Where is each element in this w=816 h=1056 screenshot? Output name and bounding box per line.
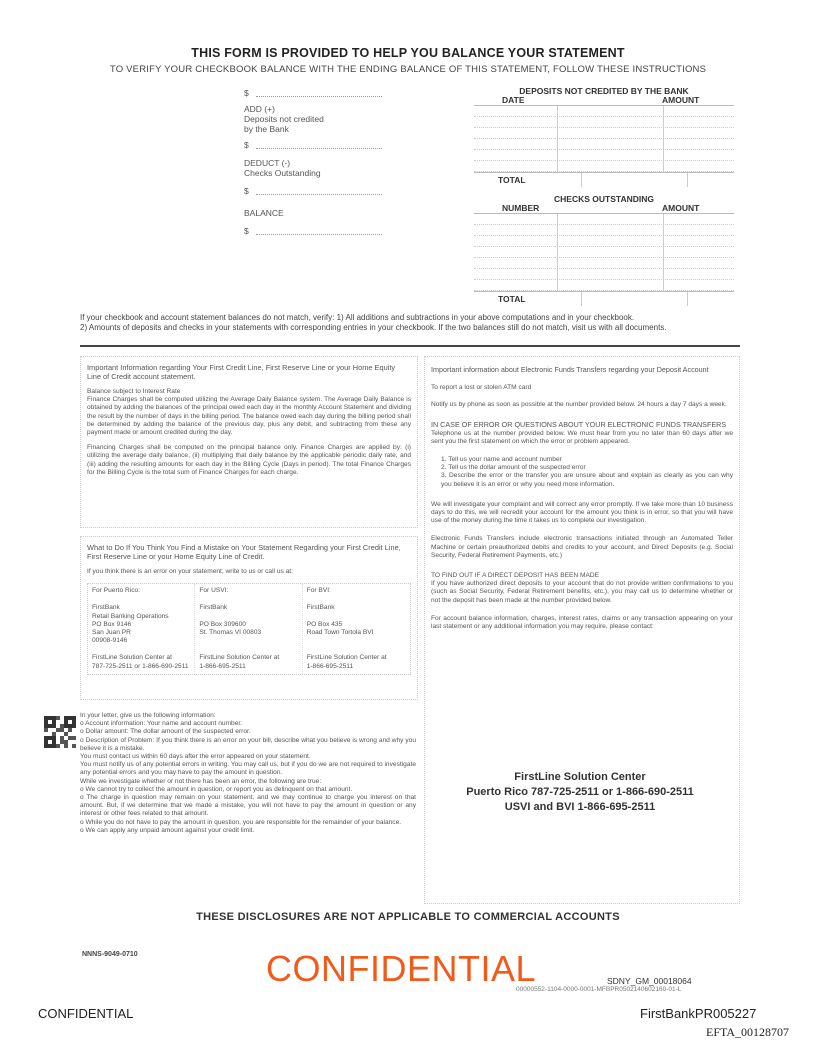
rule-2: o The charge in question may remain on your statement, and we may continue to charge you interest on that amount. But, if we determine that we made a mistake, you will not have to pay the amount in question or any interest or other fees related to that amount. xyxy=(80,794,416,818)
mistake-intro: If you think there is an error on your statement, write to us or call us at: xyxy=(87,568,293,575)
deposits-date-header: DATE xyxy=(502,95,525,105)
table-row[interactable] xyxy=(474,161,734,172)
table-row[interactable] xyxy=(474,258,734,269)
form-code: NNNS-9049-0710 xyxy=(82,951,138,958)
balance-label: BALANCE xyxy=(244,208,284,218)
add-label: ADD (+) xyxy=(244,104,275,114)
deposits-table-title: DEPOSITS NOT CREDITED BY THE BANK xyxy=(519,86,689,96)
table-row[interactable] xyxy=(474,128,734,139)
balance-info: For account balance information, charges, interest rates, claims or any transaction appearing on your last statement or any additional information you may require, please contact: xyxy=(431,614,733,631)
checks-grid xyxy=(474,214,734,292)
commercial-disclaimer: THESE DISCLOSURES ARE NOT APPLICABLE TO COMMERCIAL ACCOUNTS xyxy=(196,911,620,923)
add-desc-1: Deposits not credited xyxy=(244,114,324,124)
direct-deposit-text: If you have authorized direct deposits to your account that do not provide written confirmations to you (such as Social Security, Federal Retirement benefits, etc.), you may call us to determine whether or not the deposit has been made at the number provided below. xyxy=(431,580,733,604)
qr-code-icon xyxy=(44,716,76,748)
table-row[interactable] xyxy=(474,225,734,236)
rule-4: o We can apply any unpaid amount against your credit limit. xyxy=(80,826,255,834)
credit-info-para-2: Financing Charges shall be computed on the principal balance only. Finance Charges are applied by: (i) utilizing the average daily balance, (ii) multiplying that daily balance by the applicable periodic daily rate, and (iii) adding the resulting amounts for each day in the Billing Cycle (Days in period). The total Finance Charges for the Billing Cycle is the total sum of Finance Charges for each charge. xyxy=(87,444,411,476)
address-col-pr: For Puerto Rico: FirstBank Retail Banking Operations PO Box 9146 San Juan PR 00908-9146 FirstLine Solution Center at 787-725-2511 or 1-866-690-2511 xyxy=(88,584,195,674)
letter-info xyxy=(80,712,416,835)
add-desc-2: by the Bank xyxy=(244,124,289,134)
efta-number: EFTA_00128707 xyxy=(706,1025,790,1039)
sdny-number: SDNY_GM_00018064 xyxy=(607,976,692,986)
eft-panel xyxy=(424,356,740,904)
checks-amount-header: AMOUNT xyxy=(662,203,700,213)
direct-deposit-heading: TO FIND OUT IF A DIRECT DEPOSIT HAS BEEN MADE xyxy=(431,572,600,580)
deposits-table xyxy=(474,84,734,187)
mistake-panel xyxy=(80,536,418,700)
eft-notify: Notify us by phone as soon as possible at the number provided below. 24 hours a day 7 days a week. xyxy=(431,401,727,409)
letter-item-2: o Dollar amount: The dollar amount of the suspected error. xyxy=(80,728,251,736)
checks-total-row[interactable]: TOTAL xyxy=(474,292,734,306)
table-row[interactable] xyxy=(474,117,734,128)
credit-info-para-1: Finance Charges shall be computed utilizing the Average Daily Balance system. The Average Daily Balance is obtained by adding the balances of the principal owed each day in the monthly Account Statement and dividing the result by the number of days in the billing period. The balance owed each day during the billing period shall be determined by adding the balance of the previous day, plus any debit, and subtracting from these any payment made or amount credited during the day. xyxy=(87,396,411,437)
eft-step-1: 1. Tell us your name and account number xyxy=(441,456,562,464)
deduct-desc: Checks Outstanding xyxy=(244,168,321,178)
rule-1: o We cannot try to collect the amount in question, or report you as delinquent on that amount. xyxy=(80,785,353,793)
contact-pr: Puerto Rico 787-725-2511 or 1-866-690-2511 xyxy=(466,786,694,798)
table-row[interactable] xyxy=(474,214,734,225)
must-notify: You must notify us of any potential errors in writing. You may call us, but if you do we are not required to investigate any potential errors and you may have to pay the amount in question. xyxy=(80,761,416,777)
letter-item-1: o Account information: Your name and account number. xyxy=(80,720,243,728)
eft-report: To report a lost or stolen ATM card xyxy=(431,384,532,391)
verify-line-2: 2) Amounts of deposits and checks in your statements with corresponding entries in your checkbook. If the two balances still do not match, visit us with all documents. xyxy=(80,323,667,332)
balance-line[interactable] xyxy=(256,234,382,235)
checks-table-title: CHECKS OUTSTANDING xyxy=(554,194,654,204)
dollar-sign: $ xyxy=(244,226,249,236)
while-investigate: While we investigate whether or not there has been an error, the following are true: xyxy=(80,777,322,785)
credit-info-subheading: Balance subject to Interest Rate xyxy=(87,388,181,395)
contact-usvi: USVI and BVI 1-866-695-2511 xyxy=(504,801,656,813)
confidential-label: CONFIDENTIAL xyxy=(38,1006,134,1021)
credit-info-heading: Important Information regarding Your First Credit Line, First Reserve Line or your Home Equity Line of Credit account statement. xyxy=(87,363,396,381)
confidential-stamp: CONFIDENTIAL xyxy=(266,948,537,989)
deposits-total-line[interactable] xyxy=(256,148,382,149)
contact-title: FirstLine Solution Center xyxy=(514,771,646,783)
checks-number-header: NUMBER xyxy=(502,203,540,213)
eft-case-text: Telephone us at the number provided below. We must hear from you no later than 60 days after we sent you the first statement on which the error or problem appeared. xyxy=(431,429,733,445)
form-subtitle: TO VERIFY YOUR CHECKBOOK BALANCE WITH THE ENDING BALANCE OF THIS STATEMENT, FOLLOW THESE INSTRUCTIONS xyxy=(109,64,707,75)
eft-case-heading: IN CASE OF ERROR OR QUESTIONS ABOUT YOUR ELECTRONIC FUNDS TRANSFERS xyxy=(431,420,727,430)
rule-3: o While you do not have to pay the amount in question, you are responsible for the remainder of your balance. xyxy=(80,818,402,826)
verify-instructions xyxy=(80,313,740,333)
eft-investigate: We will investigate your complaint and will correct any error promptly. If we take more than 10 business days to do this, we will recredit your account for the amount you think is in error, so that you will have use of the money during the time it takes us to complete our investigation. xyxy=(431,500,733,525)
checks-table xyxy=(474,192,734,306)
eft-step-3: 3. Describe the error or the transfer you are unsure about and explain as clearly as you can why you believe it is an error or why you need more information. xyxy=(441,472,733,488)
mistake-heading: What to Do If You Think You Find a Mistake on Your Statement Regarding your First Credit Line, First Reserve Line or your Home Equity Line of Credit. xyxy=(87,543,401,561)
deposits-amount-header: AMOUNT xyxy=(662,95,700,105)
table-row[interactable] xyxy=(474,280,734,291)
verify-line-1: If your checkbook and account statement balances do not match, verify: 1) All additions and subtractions in your above computations and in your checkbook. xyxy=(80,313,635,322)
deduct-label: DEDUCT (-) xyxy=(244,158,291,168)
table-row[interactable] xyxy=(474,269,734,280)
address-table xyxy=(87,583,411,675)
table-row[interactable] xyxy=(474,236,734,247)
section-divider xyxy=(80,345,740,347)
letter-item-3: o Description of Problem: If you think there is an error on your bill, describe what you believe is wrong and why you believe it is a mistake. xyxy=(80,736,416,752)
table-row[interactable] xyxy=(474,139,734,150)
dollar-sign: $ xyxy=(244,186,249,196)
table-row[interactable] xyxy=(474,247,734,258)
address-col-usvi: For USVI: FirstBank PO Box 309600 St. Thomas VI 00803 FirstLine Solution Center at 1-866-695-2511 xyxy=(195,584,302,674)
dollar-sign: $ xyxy=(244,88,249,98)
address-col-bvi: For BVI: FirstBank PO Box 435 Road Town Tortola BVI FirstLine Solution Center at 1-866-695-2511 xyxy=(306,587,387,670)
eft-step-2: 2. Tell us the dollar amount of the suspected error xyxy=(441,464,586,472)
checks-total-line[interactable] xyxy=(256,194,382,195)
dollar-sign: $ xyxy=(244,140,249,150)
bates-number: FirstBankPR005227 xyxy=(640,1006,757,1021)
mfb-code: 00000552-1104-0000-0001-MFBPR0502140602160-01-L xyxy=(516,986,682,993)
statement-balance-line[interactable] xyxy=(256,96,382,97)
eft-heading: Important information about Electronic Funds Transfers regarding your Deposit Account xyxy=(431,365,709,374)
table-row[interactable] xyxy=(474,106,734,117)
deposits-total-row[interactable]: TOTAL xyxy=(474,173,734,187)
must-contact: You must contact us within 60 days after the error appeared on your statement. xyxy=(80,753,311,761)
credit-info-panel xyxy=(80,356,418,528)
deposits-grid xyxy=(474,106,734,173)
eft-definition: Electronic Funds Transfers include electronic transactions initiated through an Automated Teller Machine or certain preauthorized debits and credits to your account, and Direct Deposits (e.g. Social Security, Federal Retirement Payments, etc.) xyxy=(431,535,733,559)
table-row[interactable] xyxy=(474,150,734,161)
letter-intro: In your letter, give us the following information: xyxy=(80,712,216,719)
form-title: THIS FORM IS PROVIDED TO HELP YOU BALANCE YOUR STATEMENT xyxy=(191,46,625,60)
